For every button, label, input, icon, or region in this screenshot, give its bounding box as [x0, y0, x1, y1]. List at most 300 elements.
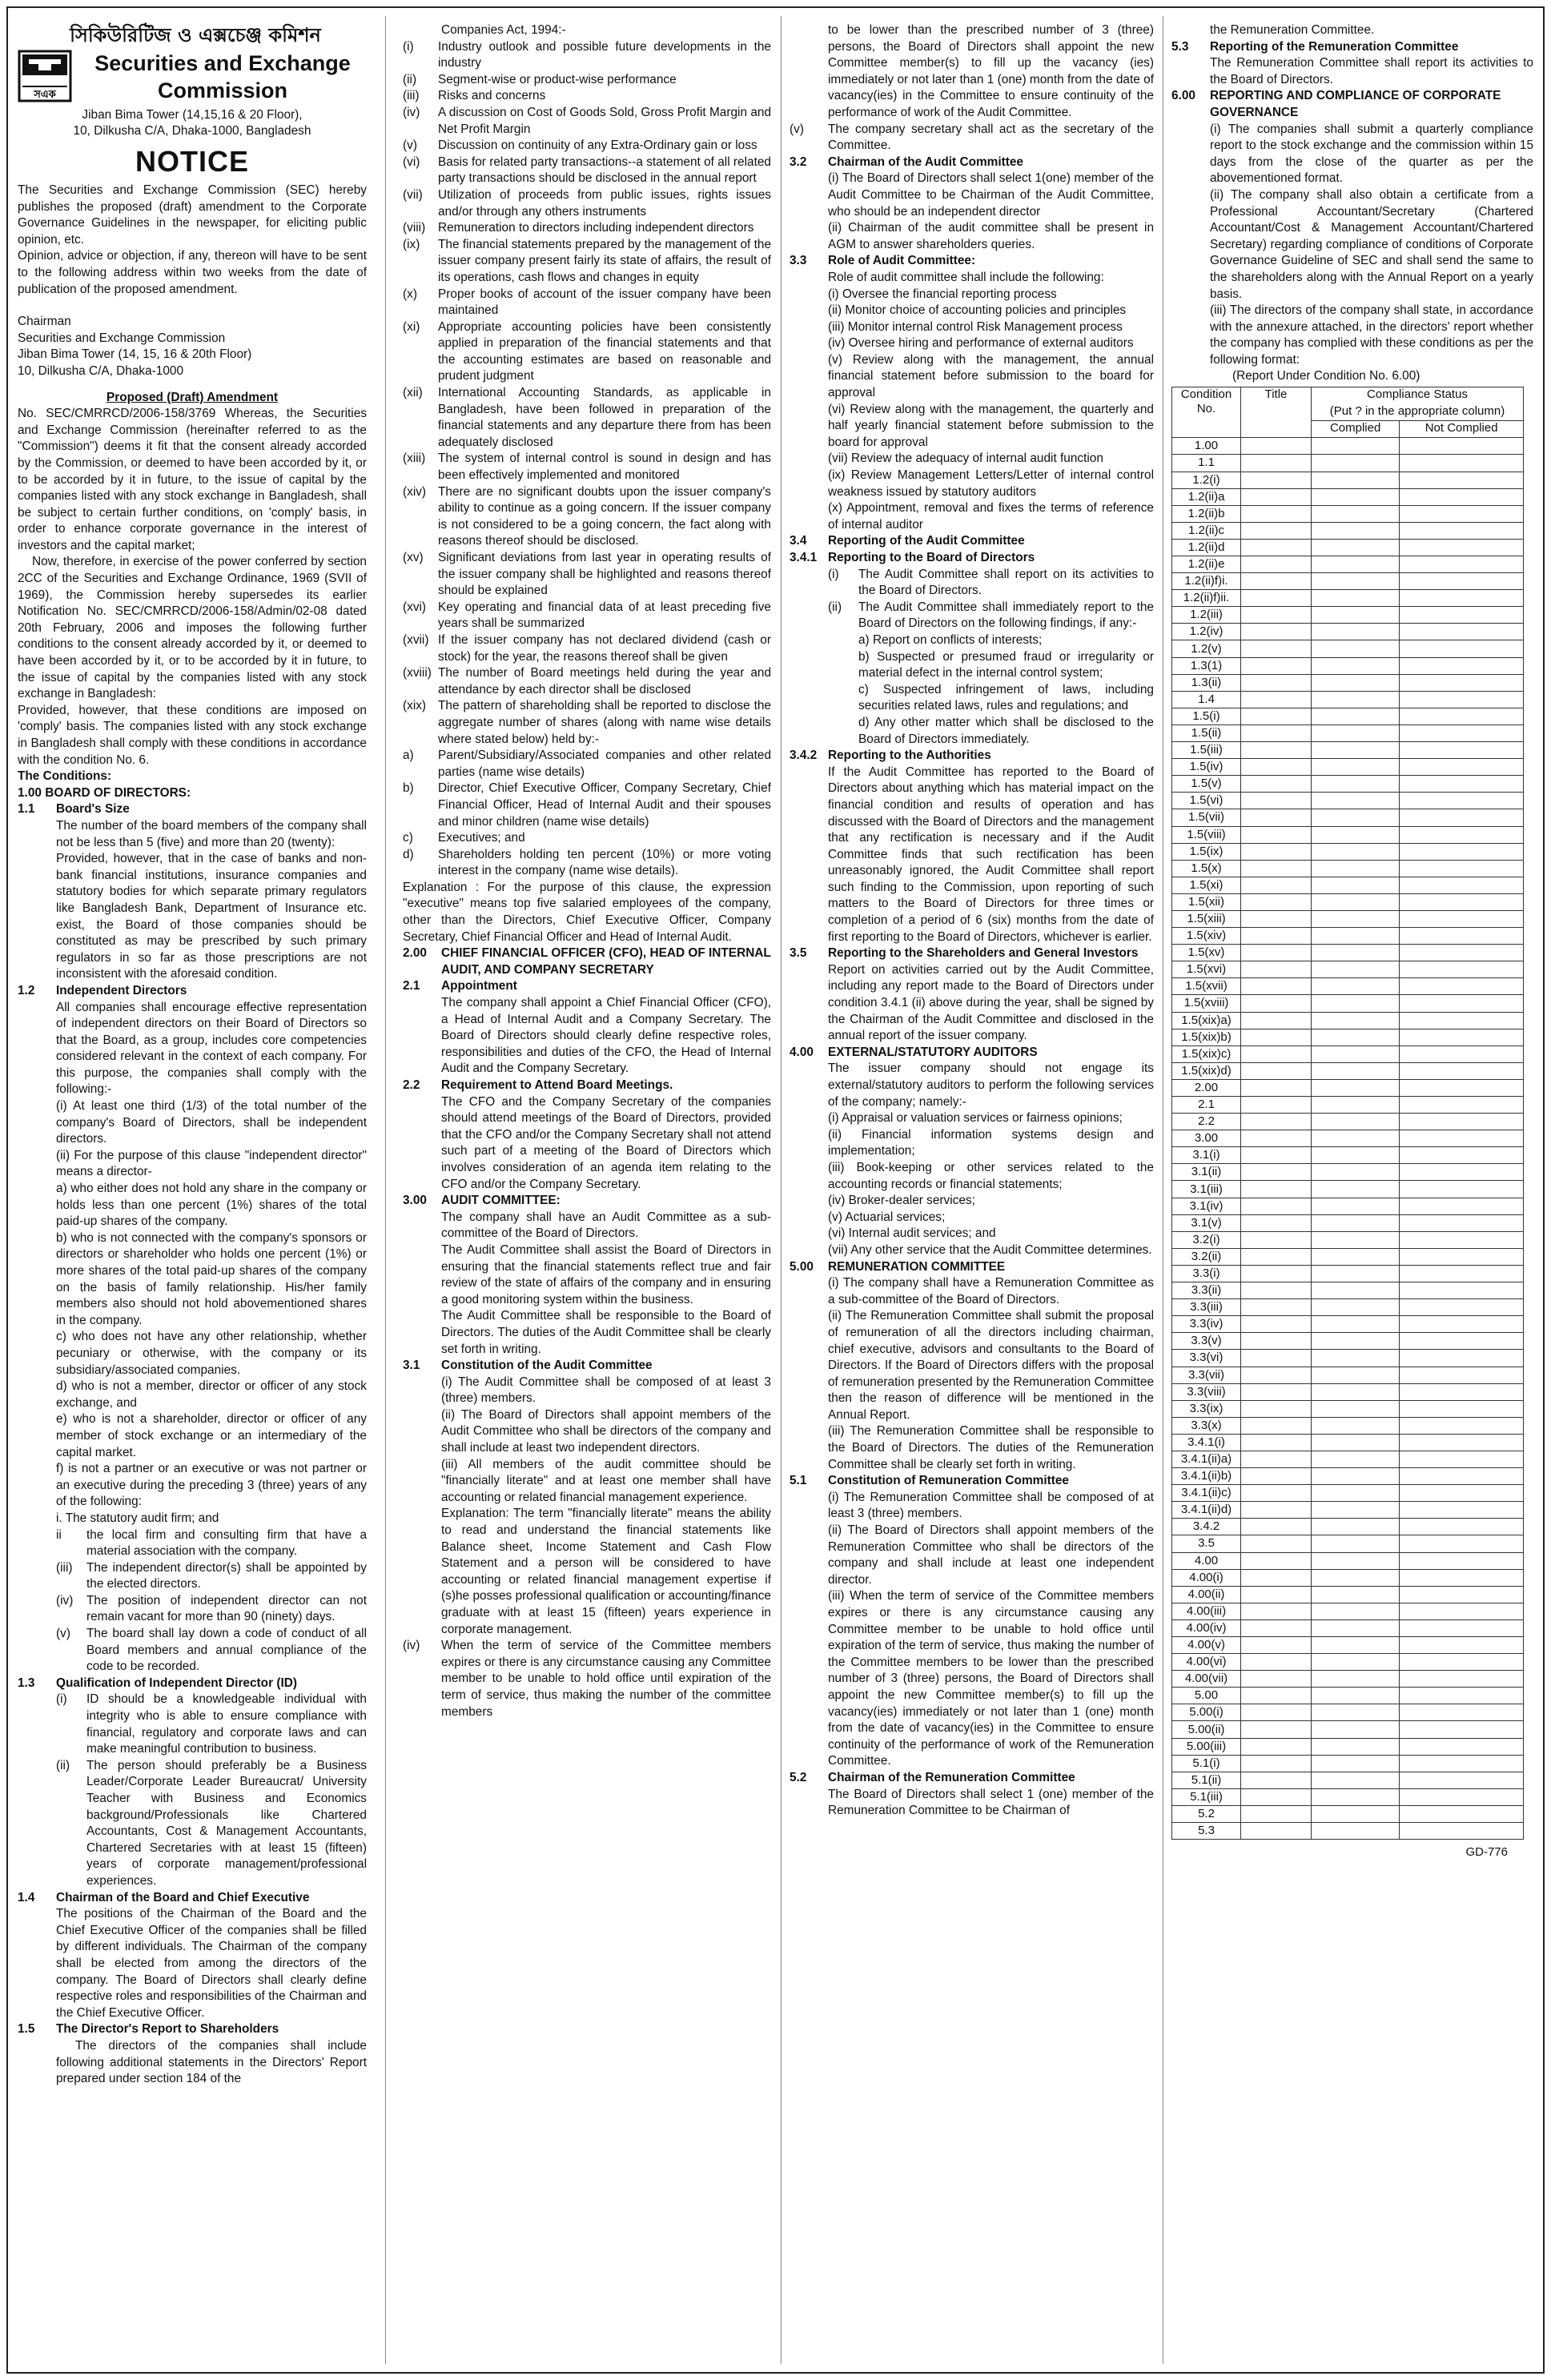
- title-cell: [1241, 1029, 1312, 1046]
- complied-cell: [1312, 1400, 1400, 1417]
- not-complied-cell: [1400, 978, 1524, 995]
- title-cell: [1241, 1738, 1312, 1755]
- complied-cell: [1312, 1788, 1400, 1805]
- table-row: [1172, 1181, 1524, 1198]
- complied-cell: [1312, 640, 1400, 657]
- complied-cell: [1312, 590, 1400, 607]
- complied-cell: [1312, 961, 1400, 978]
- complied-cell: [1312, 1823, 1400, 1840]
- complied-cell: [1312, 1181, 1400, 1198]
- table-row: [1172, 607, 1524, 624]
- table-row: [1172, 776, 1524, 793]
- not-complied-cell: [1400, 1772, 1524, 1788]
- table-row: [1172, 724, 1524, 741]
- clause-text: The positions of the Chairman of the Board and the Chief Executive Officer of the companies shall be filled by different individuals. The Chairman of the company shall be elected from among the directors of the company. The Board of Directors shall clearly define respective roles and responsibilities of the Chairman and the Chief Executive Officer.: [56, 1907, 367, 2020]
- complied-cell: [1312, 472, 1400, 488]
- not-complied-cell: [1400, 910, 1524, 927]
- condition-no-cell: 1.5(xviii): [1172, 995, 1241, 1012]
- condition-no-cell: 3.3(ii): [1172, 1282, 1241, 1299]
- clause-text: (vi) Internal audit services; and: [828, 1226, 996, 1241]
- not-complied-cell: [1400, 1367, 1524, 1383]
- not-complied-cell: [1400, 995, 1524, 1012]
- complied-cell: [1312, 1535, 1400, 1552]
- list-item: [403, 287, 771, 319]
- header-not-complied: Not Complied: [1400, 421, 1524, 438]
- section-heading: 1.3 Qualification of Independent Director (ID): [18, 1676, 297, 1690]
- now-therefore-paragraph: Now, therefore, in exercise of the power conferred by section 2CC of the Securities and Exchange Ordinance, 1969 (SVII of 1969), the Commission hereby supersedes its earlier Notification No. SEC/CMRRCD/2006-158/Admin/02-08 dated 20th February, 2006 and imposes the following further conditions to the consent already accorded by it, or deemed to have been accorded by it, or to be accorded by it in future, to the issue of capital by the companies listed with any stock exchange in Bangladesh:: [18, 555, 367, 701]
- clause-text: The issuer company should not engage its external/statutory auditors to perform the following services of the company; namely:-: [828, 1062, 1154, 1109]
- not-complied-cell: [1400, 1164, 1524, 1181]
- table-row: [1172, 910, 1524, 927]
- complied-cell: [1312, 1265, 1400, 1282]
- list-item: [56, 1626, 367, 1676]
- complied-cell: [1312, 1417, 1400, 1434]
- table-row: [1172, 793, 1524, 809]
- complied-cell: [1312, 1350, 1400, 1367]
- clause-text: i. The statutory audit firm; and: [56, 1511, 219, 1525]
- complied-cell: [1312, 945, 1400, 961]
- list-item: [403, 319, 771, 385]
- title-cell: [1241, 978, 1312, 995]
- condition-no-cell: 1.5(xix)d): [1172, 1062, 1241, 1079]
- list-item: [403, 237, 771, 287]
- condition-no-cell: 1.5(xix)c): [1172, 1046, 1241, 1062]
- list-item: (v) The company secretary shall act as the secretary of the Committee.: [790, 122, 1154, 153]
- not-complied-cell: [1400, 1029, 1524, 1046]
- not-complied-cell: [1400, 1350, 1524, 1367]
- complied-cell: [1312, 1130, 1400, 1147]
- condition-no-cell: 5.1(iii): [1172, 1788, 1241, 1805]
- complied-cell: [1312, 1637, 1400, 1654]
- not-complied-cell: [1400, 1519, 1524, 1535]
- condition-no-cell: 1.2(ii)d: [1172, 539, 1241, 556]
- title-cell: [1241, 1046, 1312, 1062]
- condition-no-cell: 5.00(i): [1172, 1704, 1241, 1721]
- item-text: the local firm and consulting firm that have a material association with the company.: [86, 1527, 367, 1559]
- item-number: (xvii): [403, 632, 429, 647]
- condition-no-cell: 1.5(xiii): [1172, 910, 1241, 927]
- not-complied-cell: [1400, 1114, 1524, 1130]
- condition-no-cell: 2.00: [1172, 1079, 1241, 1096]
- item-number: (vii): [403, 187, 423, 202]
- condition-no-cell: 3.4.1(ii)b): [1172, 1468, 1241, 1485]
- table-row: [1172, 860, 1524, 877]
- item-number: c): [403, 831, 413, 845]
- condition-no-cell: 3.1(v): [1172, 1214, 1241, 1231]
- condition-no-cell: 1.2(ii)f)i.: [1172, 573, 1241, 590]
- table-row: [1172, 1603, 1524, 1619]
- title-cell: [1241, 1502, 1312, 1519]
- condition-no-cell: 1.2(iii): [1172, 607, 1241, 624]
- title-cell: [1241, 640, 1312, 657]
- table-row: [1172, 1265, 1524, 1282]
- logo-text: সএক: [34, 89, 56, 101]
- clause-text: (vi) Review along with the management, the quarterly and half yearly financial statement before submission to the board for approval: [828, 402, 1154, 449]
- not-complied-cell: [1400, 1231, 1524, 1248]
- condition-no-cell: 1.5(xv): [1172, 945, 1241, 961]
- ad-code: GD-776: [1465, 1845, 1508, 1860]
- title-cell: [1241, 1535, 1312, 1552]
- item-number: a): [403, 749, 414, 763]
- clause-text: (ii) Chairman of the audit committee shall be present in AGM to answer shareholders queries.: [828, 221, 1154, 251]
- clause-text: d) Any other matter which shall be disclosed to the Board of Directors immediately.: [858, 715, 1154, 746]
- explanation-text: Explanation : For the purpose of this clause, the expression "executive" means top five salaried employees of the company, other than the Directors, Chief Executive Officer, Company Secretary, Chief Financial Officer and Head of Internal Audit.: [403, 880, 771, 944]
- list-item: [56, 1692, 367, 1757]
- table-row: [1172, 1721, 1524, 1738]
- not-complied-cell: [1400, 1485, 1524, 1502]
- clause-text: (iii) The Remuneration Committee shall be responsible to the Board of Directors. The duties of the Remuneration Committee shall be clearly set forth in writing.: [828, 1424, 1154, 1471]
- clause-text: (vii) Any other service that the Audit Committee determines.: [828, 1242, 1152, 1257]
- complied-cell: [1312, 1198, 1400, 1214]
- not-complied-cell: [1400, 522, 1524, 539]
- condition-no-cell: 1.5(xvi): [1172, 961, 1241, 978]
- title-cell: [1241, 1721, 1312, 1738]
- table-row: [1172, 455, 1524, 472]
- clause-text: (i) The companies shall submit a quarterly compliance report to the stock exchange and the commission within 15 days from the close of the quarter as per the abovementioned format.: [1210, 122, 1533, 186]
- title-cell: [1241, 759, 1312, 776]
- clause-text: d) who is not a member, director or officer of any stock exchange, and: [56, 1379, 367, 1410]
- table-row: [1172, 1755, 1524, 1772]
- title-cell: [1241, 1688, 1312, 1704]
- title-cell: [1241, 1181, 1312, 1198]
- item-text: The Audit Committee shall report on its activities to the Board of Directors.: [858, 567, 1154, 598]
- item-text: The number of Board meetings held during the year and attendance by each director shall be disclosed: [438, 666, 771, 696]
- conditions-heading: The Conditions:: [18, 769, 112, 784]
- clause-text: b) Suspected or presumed fraud or irregularity or material defect in the internal control system;: [858, 649, 1154, 680]
- title-cell: [1241, 573, 1312, 590]
- complied-cell: [1312, 539, 1400, 556]
- clause-text: (iii) When the term of service of the Committee members expires or there is any circumstance causing any Committee member to be unable to hold office until expiration of the term of service, thus making the number of the Committee members to be lower than the prescribed number of 3 (three) persons, the Board of Directors shall appoint the new Committee member(s) to fill up the vacancy(ies) immediately or not later than 1 (one) month from the date of vacancy(ies) in the Committee to ensure continuity of the performance of work of the Remuneration Committee.: [828, 1589, 1154, 1768]
- complied-cell: [1312, 607, 1400, 624]
- item-text: Discussion on continuity of any Extra-Ordinary gain or loss: [438, 138, 757, 153]
- clause-text: a) who either does not hold any share in the company or holds less than one percent (1%) shares of the total paid-up shares of the company.: [56, 1182, 367, 1229]
- condition-no-cell: 4.00(vii): [1172, 1671, 1241, 1688]
- complied-cell: [1312, 995, 1400, 1012]
- item-text: Proper books of account of the issuer company have been maintained: [438, 287, 771, 318]
- table-row: [1172, 826, 1524, 843]
- title-cell: [1241, 1654, 1312, 1671]
- address-line: Jiban Bima Tower (14, 15, 16 & 20th Floor): [18, 347, 252, 362]
- item-number: (x): [403, 287, 417, 301]
- item-text: Parent/Subsidiary/Associated companies and other related parties (name wise details): [438, 749, 771, 779]
- item-number: (viii): [403, 221, 426, 235]
- list-item: [403, 830, 771, 847]
- title-cell: [1241, 961, 1312, 978]
- condition-no-cell: 3.4.1(ii)d): [1172, 1502, 1241, 1519]
- table-row: [1172, 928, 1524, 945]
- condition-no-cell: 3.2(ii): [1172, 1248, 1241, 1265]
- not-complied-cell: [1400, 1788, 1524, 1805]
- table-row: [1172, 1519, 1524, 1535]
- table-row: [1172, 1688, 1524, 1704]
- clause-text: (i) At least one third (1/3) of the total number of the company's Board of Directors, shall be independent directors.: [56, 1099, 367, 1146]
- title-cell: [1241, 793, 1312, 809]
- table-row: [1172, 1451, 1524, 1467]
- item-text: Utilization of proceeds from public issues, rights issues and/or through any others instruments: [438, 187, 771, 219]
- condition-no-cell: 1.5(xix)a): [1172, 1012, 1241, 1029]
- condition-no-cell: 1.5(ii): [1172, 724, 1241, 741]
- not-complied-cell: [1400, 826, 1524, 843]
- table-row: [1172, 1823, 1524, 1840]
- complied-cell: [1312, 877, 1400, 893]
- title-cell: [1241, 1231, 1312, 1248]
- clause-text: (iii) The directors of the company shall state, in accordance with the annexure attached, in the directors' report whether the company has complied with these conditions as per the following format:: [1210, 303, 1533, 367]
- clause-text: b) who is not connected with the company's sponsors or directors or shareholder who holds one percent (1%) or more shares of the total paid-up shares of the company on the basis of family relationship. His/her family members also should not hold abovementioned shares in the company.: [56, 1230, 367, 1327]
- clause-text: The Remuneration Committee shall report its activities to the Board of Directors.: [1210, 56, 1533, 86]
- not-complied-cell: [1400, 1333, 1524, 1350]
- section-heading: 2.2 Requirement to Attend Board Meetings.: [403, 1078, 673, 1092]
- header-title: Title: [1241, 387, 1312, 438]
- section-heading: 6.00 REPORTING AND COMPLIANCE OF CORPORATE GOVERNANCE: [1171, 89, 1501, 119]
- condition-no-cell: 3.3(vii): [1172, 1367, 1241, 1383]
- title-cell: [1241, 1079, 1312, 1096]
- clause-text: (i) The Board of Directors shall select 1(one) member of the Audit Committee to be Chairman of the Audit Committee, who should be an independent director: [828, 171, 1154, 219]
- title-cell: [1241, 505, 1312, 522]
- list-item: [403, 600, 771, 632]
- condition-no-cell: 3.4.2: [1172, 1519, 1241, 1535]
- item-text: The system of internal control is sound in design and has been effectively implemented and monitored: [438, 452, 771, 483]
- title-cell: [1241, 1198, 1312, 1214]
- not-complied-cell: [1400, 724, 1524, 741]
- clause-text: The Audit Committee shall be responsible to the Board of Directors. The duties of the Audit Committee shall be clearly set forth in writing.: [441, 1309, 771, 1356]
- clause-text: (ii) For the purpose of this clause "independent director" means a director-: [56, 1148, 367, 1179]
- complied-cell: [1312, 893, 1400, 910]
- not-complied-cell: [1400, 1603, 1524, 1619]
- title-cell: [1241, 724, 1312, 741]
- condition-no-cell: 3.3(iv): [1172, 1316, 1241, 1333]
- table-row: [1172, 978, 1524, 995]
- not-complied-cell: [1400, 1468, 1524, 1485]
- condition-no-cell: 1.5(vi): [1172, 793, 1241, 809]
- section-heading: 1.4 Chairman of the Board and Chief Executive: [18, 1890, 310, 1904]
- complied-cell: [1312, 522, 1400, 539]
- item-number: (i): [403, 39, 414, 54]
- not-complied-cell: [1400, 438, 1524, 455]
- table-row: [1172, 1805, 1524, 1822]
- table-row: [1172, 945, 1524, 961]
- table-row: [1172, 708, 1524, 724]
- not-complied-cell: [1400, 1654, 1524, 1671]
- complied-cell: [1312, 826, 1400, 843]
- not-complied-cell: [1400, 1535, 1524, 1552]
- not-complied-cell: [1400, 455, 1524, 472]
- clause-text: (i) Appraisal or valuation services or fairness opinions;: [828, 1111, 1123, 1126]
- table-row: [1172, 1569, 1524, 1586]
- table-row: [1172, 1231, 1524, 1248]
- complied-cell: [1312, 657, 1400, 674]
- clause-text: The Board of Directors shall select 1 (one) member of the Remuneration Committee to be Chairman of: [828, 1787, 1154, 1818]
- section-heading: 4.00 EXTERNAL/STATUTORY AUDITORS: [790, 1045, 1038, 1059]
- title-cell: [1241, 438, 1312, 455]
- title-cell: [1241, 1299, 1312, 1316]
- complied-cell: [1312, 759, 1400, 776]
- condition-no-cell: 5.3: [1172, 1823, 1241, 1840]
- clause-text: (ix) Review Management Letters/Letter of internal control weakness issued by statutory auditors: [828, 468, 1154, 499]
- clause-text: Explanation: The term "financially literate" means the ability to read and understand the financial statements like Balance sheet, Income Statement and Cash Flow Statement and a person will be considered to have accounting or related financial management expertise if (s)he posses professional qualification or accounting/finance graduate with at least 15 (fifteen) years experience in corporate management.: [441, 1507, 771, 1636]
- not-complied-cell: [1400, 1062, 1524, 1079]
- item-text: Key operating and financial data of at least preceding five years shall be summarized: [438, 600, 771, 631]
- item-text: If the issuer company has not declared dividend (cash or stock) for the year, the reasons thereof shall be given: [438, 632, 771, 664]
- condition-no-cell: 1.2(ii)e: [1172, 556, 1241, 573]
- table-row: [1172, 1282, 1524, 1299]
- complied-cell: [1312, 1721, 1400, 1738]
- complied-cell: [1312, 793, 1400, 809]
- title-cell: [1241, 1637, 1312, 1654]
- condition-no-cell: 1.2(ii)c: [1172, 522, 1241, 539]
- not-complied-cell: [1400, 1214, 1524, 1231]
- clause-text: (iii) All members of the audit committee should be "financially literate" and at least one member shall have accounting or related financial management experience.: [441, 1457, 771, 1504]
- not-complied-cell: [1400, 809, 1524, 826]
- column-divider: [781, 16, 782, 2364]
- clause-text: (x) Appointment, removal and fixes the terms of reference of internal auditor: [828, 501, 1154, 532]
- item-text: The person should preferably be a Business Leader/Corporate Leader Bureaucrat/ University Teacher with Business and Economics background/Professionals like Chartered Accountants, Cost & Management Accountants, Chartered Secretaries with at least 15 (fifteen) years of corporate management/professional experiences.: [86, 1758, 367, 1888]
- item-text: Shareholders holding ten percent (10%) or more voting interest in the company (name wise details).: [438, 847, 771, 878]
- list-item: [403, 484, 771, 550]
- complied-cell: [1312, 843, 1400, 860]
- header-compliance-status: Compliance Status: [1312, 387, 1524, 404]
- item-number: (xvi): [403, 600, 427, 614]
- list-item: [403, 88, 771, 105]
- list-item: [403, 187, 771, 220]
- clause-text: (ii) Financial information systems design and implementation;: [828, 1127, 1154, 1158]
- condition-no-cell: 1.5(xii): [1172, 893, 1241, 910]
- title-cell: [1241, 1671, 1312, 1688]
- complied-cell: [1312, 1231, 1400, 1248]
- list-item: [403, 847, 771, 880]
- section-heading: 3.1 Constitution of the Audit Committee: [403, 1359, 653, 1373]
- complied-cell: [1312, 1519, 1400, 1535]
- title-cell: [1241, 1485, 1312, 1502]
- table-row: [1172, 1046, 1524, 1062]
- not-complied-cell: [1400, 1586, 1524, 1603]
- title-cell: [1241, 1434, 1312, 1451]
- header-address-line1: Jiban Bima Tower (14,15,16 & 20 Floor),: [82, 108, 303, 122]
- item-text: Risks and concerns: [438, 89, 546, 103]
- item-number: (ix): [403, 237, 420, 251]
- notice-heading: NOTICE: [135, 145, 249, 178]
- list-item: [403, 748, 771, 781]
- condition-no-cell: 1.5(x): [1172, 860, 1241, 877]
- clause-text: c) Suspected infringement of laws, including securities related laws, rules and regulations; and: [858, 682, 1154, 713]
- complied-cell: [1312, 1367, 1400, 1383]
- list-item: [403, 72, 771, 89]
- condition-no-cell: 3.1(iv): [1172, 1198, 1241, 1214]
- complied-cell: [1312, 1772, 1400, 1788]
- condition-no-cell: 5.2: [1172, 1805, 1241, 1822]
- list-item: [56, 1527, 367, 1560]
- not-complied-cell: [1400, 657, 1524, 674]
- title-cell: [1241, 1130, 1312, 1147]
- complied-cell: [1312, 1468, 1400, 1485]
- item-number: (ii): [828, 600, 842, 614]
- condition-no-cell: 1.5(viii): [1172, 826, 1241, 843]
- condition-no-cell: 1.2(iv): [1172, 624, 1241, 640]
- section-heading: 5.2 Chairman of the Remuneration Committee: [790, 1770, 1075, 1784]
- table-row: [1172, 1738, 1524, 1755]
- condition-no-cell: 5.00(iii): [1172, 1738, 1241, 1755]
- clause-text: Role of audit committee shall include the following:: [828, 270, 1104, 284]
- title-cell: [1241, 1519, 1312, 1535]
- clause-text: (iv) Oversee hiring and performance of external auditors: [828, 336, 1134, 351]
- not-complied-cell: [1400, 539, 1524, 556]
- complied-cell: [1312, 1114, 1400, 1130]
- complied-cell: [1312, 674, 1400, 691]
- condition-no-cell: 4.00(ii): [1172, 1586, 1241, 1603]
- item-text: The financial statements prepared by the management of the issuer company present fairly its state of affairs, the result of its operations, cash flows and changes in equity: [438, 237, 771, 284]
- title-cell: [1241, 539, 1312, 556]
- commission-title: Securities and Exchange Commission: [94, 51, 351, 102]
- not-complied-cell: [1400, 1198, 1524, 1214]
- table-row: [1172, 1333, 1524, 1350]
- complied-cell: [1312, 1333, 1400, 1350]
- complied-cell: [1312, 1383, 1400, 1400]
- list-item: [56, 1560, 367, 1593]
- table-row: [1172, 640, 1524, 657]
- not-complied-cell: [1400, 1181, 1524, 1198]
- item-text: A discussion on Cost of Goods Sold, Gross Profit Margin and Net Profit Margin: [438, 105, 771, 136]
- not-complied-cell: [1400, 793, 1524, 809]
- condition-no-cell: 1.5(ix): [1172, 843, 1241, 860]
- title-cell: [1241, 1417, 1312, 1434]
- title-cell: [1241, 809, 1312, 826]
- title-cell: [1241, 607, 1312, 624]
- clause-text: a) Report on conflicts of interests;: [858, 632, 1043, 647]
- not-complied-cell: [1400, 1383, 1524, 1400]
- clause-text: The Audit Committee shall assist the Board of Directors in ensuring that the financial statements reflect true and fair review of the state of affairs of the company and in ensuring a good monitoring system within the business.: [441, 1242, 771, 1306]
- title-cell: [1241, 1823, 1312, 1840]
- item-number: (ii): [56, 1758, 70, 1772]
- title-cell: [1241, 1316, 1312, 1333]
- table-row: [1172, 759, 1524, 776]
- not-complied-cell: [1400, 573, 1524, 590]
- not-complied-cell: [1400, 590, 1524, 607]
- complied-cell: [1312, 742, 1400, 759]
- complied-cell: [1312, 1552, 1400, 1569]
- item-number: (xix): [403, 699, 427, 713]
- clause-text: If the Audit Committee has reported to the Board of Directors about anything which has material impact on the financial condition and results of operation and has discussed with the Board of Directors and the management that any rectification is necessary and if the Audit Committee finds that such rectification has been unreasonably ignored, the Audit Committee shall report such finding to the Commission, upon reporting of such matters to the Board of Directors for three times or completion of a period of 6 (six) months from the date of first reporting to the Board of Directors, whichever is earlier.: [828, 765, 1154, 944]
- table-row: [1172, 809, 1524, 826]
- condition-no-cell: 3.3(iii): [1172, 1299, 1241, 1316]
- title-cell: [1241, 877, 1312, 893]
- list-item: [403, 781, 771, 830]
- table-row: [1172, 1400, 1524, 1417]
- condition-no-cell: 3.00: [1172, 1130, 1241, 1147]
- section-heading: 3.4.1 Reporting to the Board of Directors: [790, 551, 1035, 564]
- item-text: Significant deviations from last year in operating results of the issuer company shall be highlighted and reasons thereof should be explained: [438, 551, 771, 598]
- table-row: [1172, 674, 1524, 691]
- clause-text: (ii) The company shall also obtain a certificate from a Professional Accountant/Secretary (Chartered Accountant/Cost & Management Accountant/Chartered Secretary) regarding compliance of conditions of Corporate Governance Guideline of SEC and shall send the same to the shareholders along with the Annual Report on a yearly basis.: [1210, 187, 1533, 301]
- title-cell: [1241, 624, 1312, 640]
- section-heading: 3.4.2 Reporting to the Authorities: [790, 749, 991, 763]
- condition-no-cell: 1.5(xix)b): [1172, 1029, 1241, 1046]
- clause-text: The company shall appoint a Chief Financial Officer (CFO), a Head of Internal Audit and a Company Secretary. The Board of Directors should clearly define respective roles, responsibilities and duties of the CFO, the Head of Internal Audit and the Company Secretary.: [441, 996, 771, 1076]
- table-row: [1172, 1248, 1524, 1265]
- item-number: (i): [828, 567, 839, 581]
- clause-text: The company shall have an Audit Committee as a sub-committee of the Board of Directors.: [441, 1210, 771, 1241]
- title-cell: [1241, 1451, 1312, 1467]
- item-number: (xi): [403, 319, 420, 334]
- condition-no-cell: 3.1(iii): [1172, 1181, 1241, 1198]
- whereas-paragraph: No. SEC/CMRRCD/2006-158/3769 Whereas, the Securities and Exchange Commission (hereinafter referred to as the "Commission") deems it fit that the consent already accorded by the Commission, or deemed to have been accorded by it, or to be accorded by it in future, to the issue of capital by the companies listed with any stock exchange in Bangladesh, shall be subject to certain further conditions, on 'comply' basis, in order to enhance corporate governance in the interest of investors and the capital market;: [18, 407, 367, 552]
- not-complied-cell: [1400, 691, 1524, 708]
- table-row: [1172, 438, 1524, 455]
- clause-text: (i) The Remuneration Committee shall be composed of at least 3 (three) members.: [828, 1490, 1154, 1521]
- complied-cell: [1312, 1248, 1400, 1265]
- header-address-line2: 10, Dilkusha C/A, Dhaka-1000, Bangladesh: [73, 124, 311, 138]
- item-text: Industry outlook and possible future developments in the industry: [438, 39, 771, 70]
- item-number: (xii): [403, 386, 423, 400]
- item-text: Appropriate accounting policies have been consistently applied in preparation of the financial statements and that the accounting estimates are based on reasonable and prudent judgment: [438, 319, 771, 383]
